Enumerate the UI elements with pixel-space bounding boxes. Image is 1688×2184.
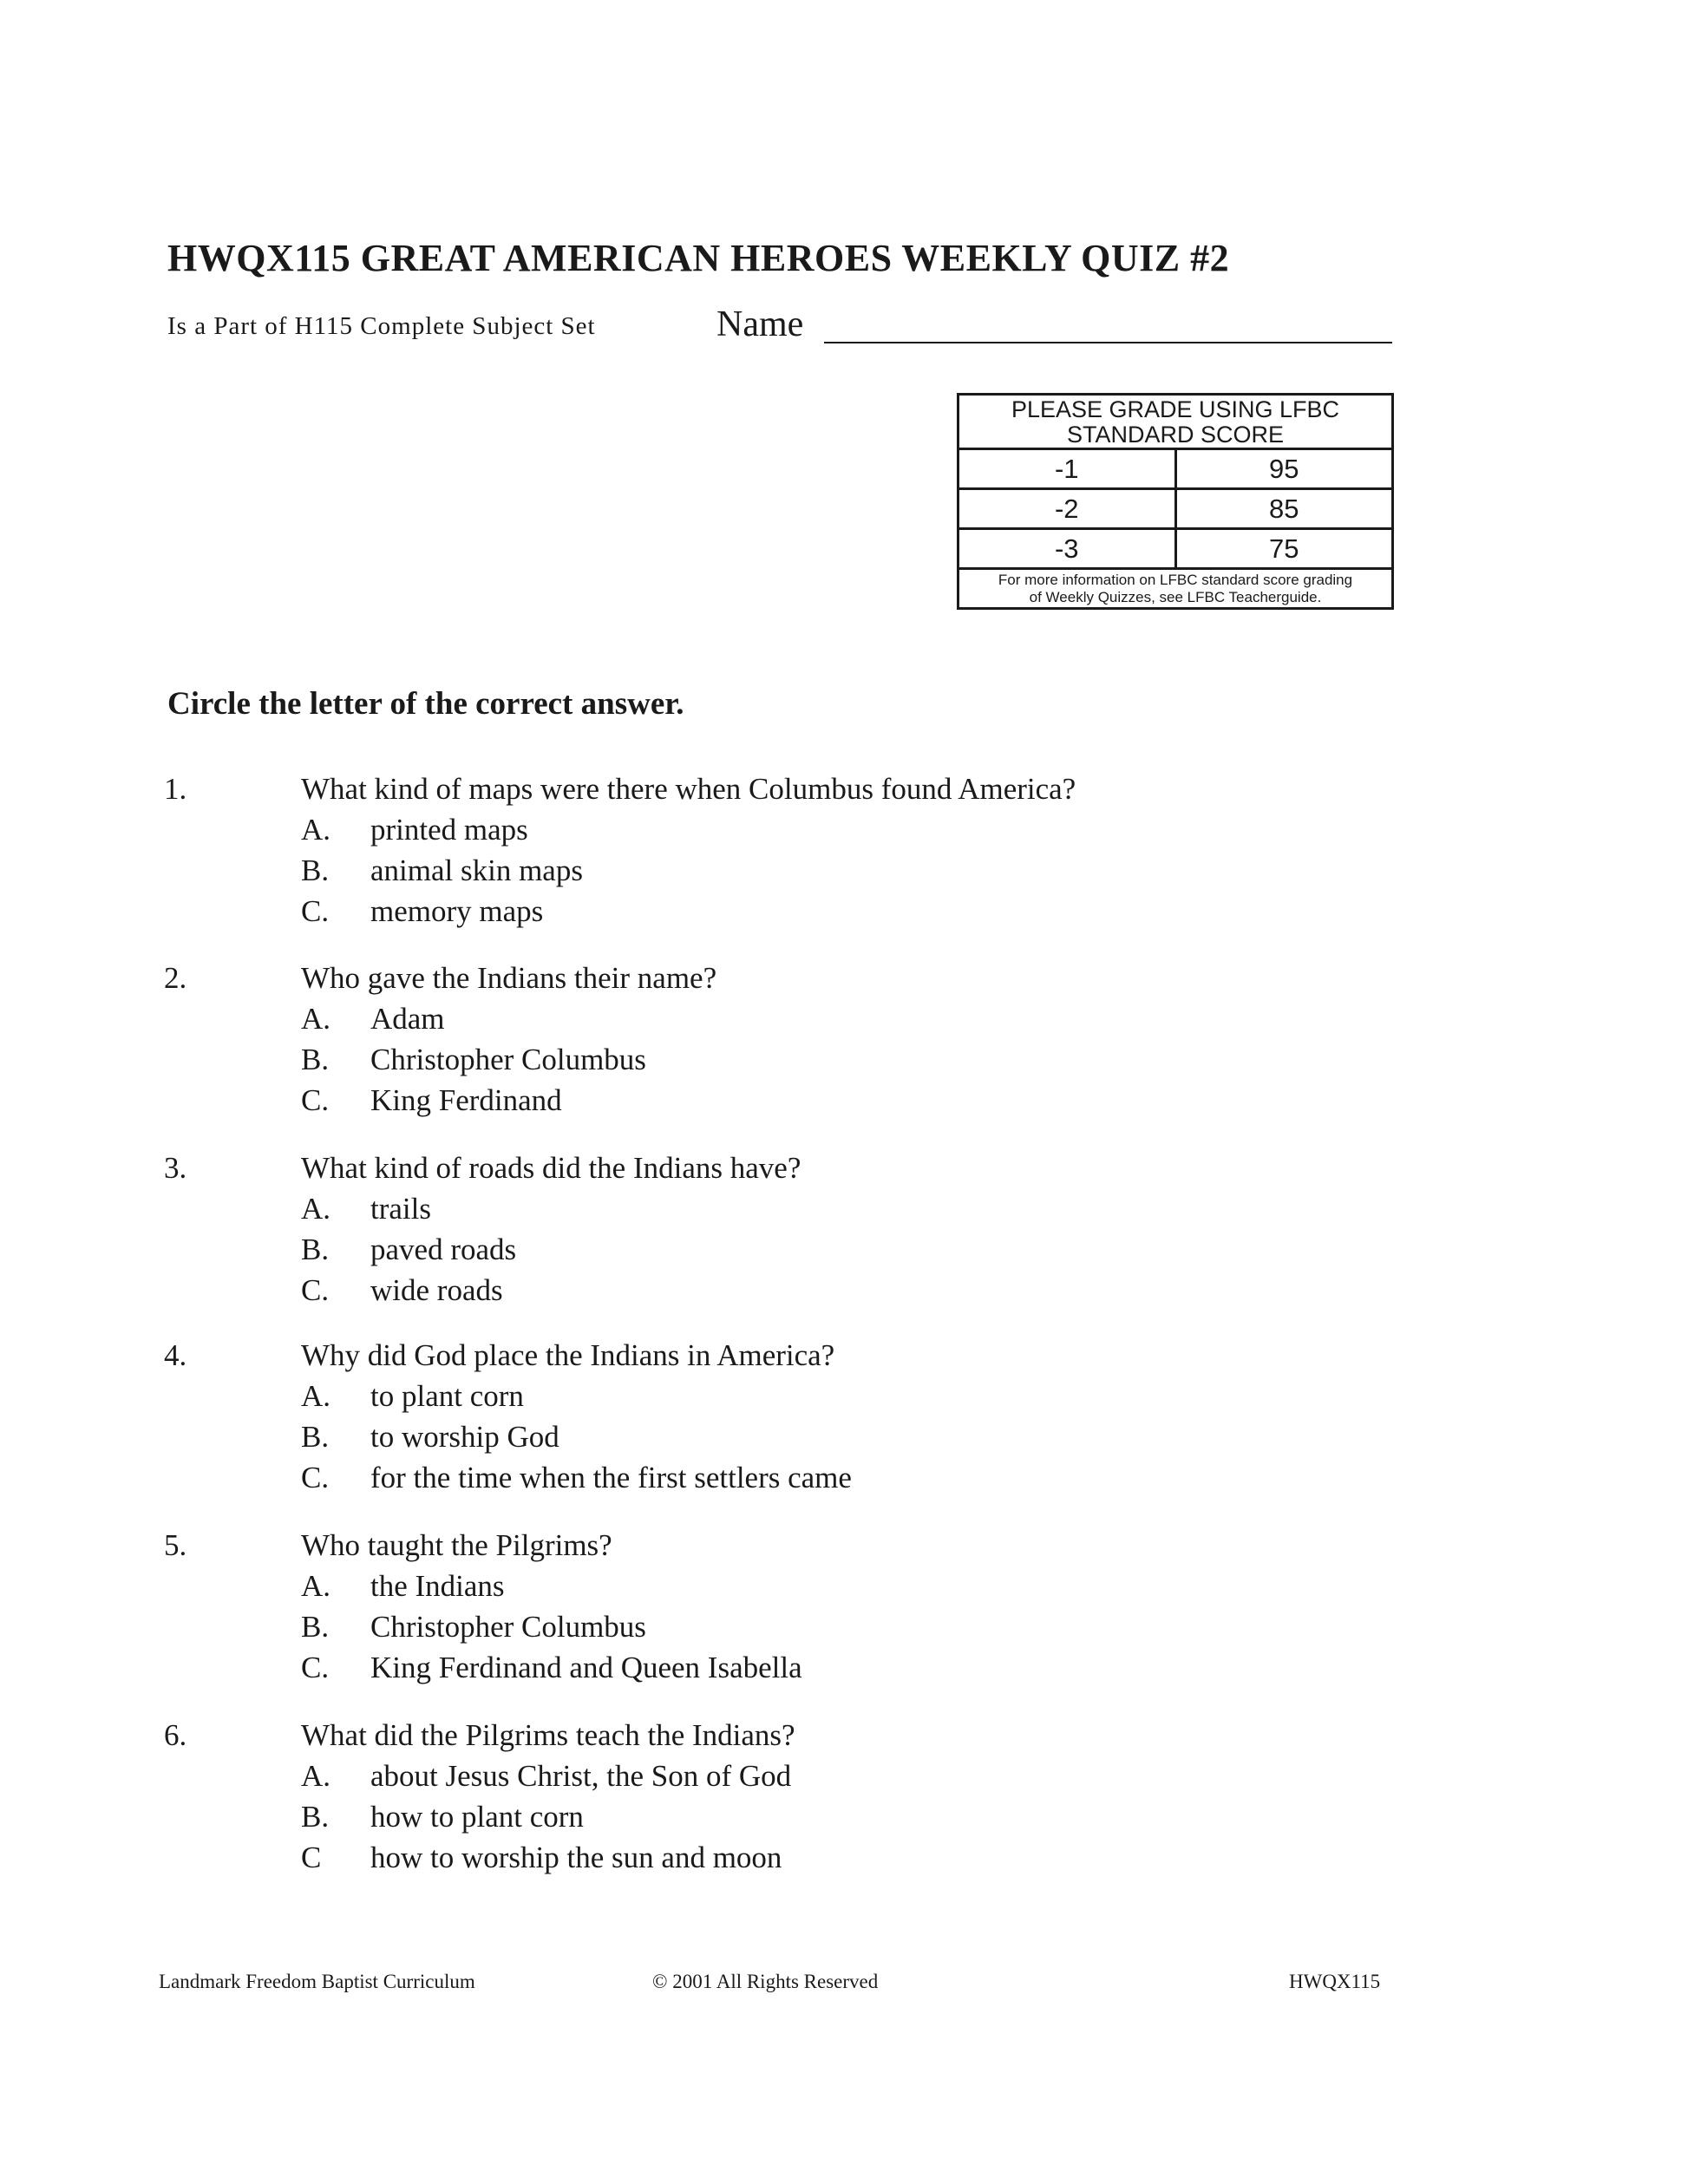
grade-score-cell: 85 bbox=[1269, 494, 1299, 524]
grade-missed-cell: -3 bbox=[959, 530, 1177, 567]
answer-option-b[interactable] bbox=[301, 1043, 646, 1077]
question-text: Who gave the Indians their name? bbox=[301, 961, 717, 995]
grade-missed-cell: -2 bbox=[959, 490, 1177, 527]
answer-option-c[interactable] bbox=[301, 1083, 562, 1118]
option-letter[interactable]: A. bbox=[301, 1002, 331, 1036]
option-text: trails bbox=[370, 1192, 431, 1226]
grade-scale-note bbox=[959, 570, 1391, 606]
answer-option-b[interactable] bbox=[301, 1800, 584, 1834]
question-text: What kind of maps were there when Columbus found America? bbox=[301, 772, 1076, 806]
grade-missed-cell: -1 bbox=[959, 450, 1177, 487]
option-text: about Jesus Christ, the Son of God bbox=[370, 1759, 792, 1793]
grade-scale-row bbox=[959, 450, 1391, 490]
option-text: how to worship the sun and moon bbox=[370, 1841, 782, 1874]
option-letter[interactable]: B. bbox=[301, 1610, 330, 1644]
option-text: King Ferdinand bbox=[370, 1083, 562, 1117]
answer-option-c[interactable] bbox=[301, 1461, 852, 1495]
answer-option-c[interactable] bbox=[301, 1841, 782, 1875]
question-6 bbox=[0, 1718, 1688, 1892]
answer-option-a[interactable] bbox=[301, 1759, 791, 1794]
grade-scale-row bbox=[959, 490, 1391, 530]
option-letter[interactable]: C. bbox=[301, 1651, 330, 1684]
answer-option-a[interactable] bbox=[301, 1379, 524, 1414]
option-letter[interactable]: C. bbox=[301, 1461, 330, 1494]
answer-option-c[interactable] bbox=[301, 1651, 802, 1685]
answer-option-c[interactable] bbox=[301, 1273, 503, 1308]
option-letter[interactable]: A. bbox=[301, 1759, 331, 1793]
grade-score-cell: 95 bbox=[1269, 454, 1299, 484]
answer-option-a[interactable] bbox=[301, 1002, 445, 1036]
footer-publisher: Landmark Freedom Baptist Curriculum bbox=[159, 1971, 475, 1992]
question-text: Who taught the Pilgrims? bbox=[301, 1528, 612, 1562]
answer-option-b[interactable] bbox=[301, 1420, 559, 1455]
option-letter[interactable]: C. bbox=[301, 1273, 330, 1307]
question-number: 6. bbox=[164, 1718, 187, 1752]
option-text: the Indians bbox=[370, 1569, 505, 1603]
option-text: for the time when the first settlers came bbox=[370, 1461, 852, 1494]
footer-code: HWQX115 bbox=[1289, 1971, 1381, 1992]
grade-score-cell: 75 bbox=[1269, 533, 1299, 564]
option-letter[interactable]: A. bbox=[301, 1569, 331, 1603]
option-letter[interactable]: B. bbox=[301, 1233, 330, 1266]
question-text: Why did God place the Indians in America? bbox=[301, 1338, 835, 1372]
option-letter[interactable]: A. bbox=[301, 1192, 331, 1226]
option-letter[interactable]: C. bbox=[301, 894, 330, 928]
question-3 bbox=[0, 1151, 1688, 1324]
question-number: 2. bbox=[164, 961, 187, 995]
question-2 bbox=[0, 961, 1688, 1135]
option-letter[interactable]: B. bbox=[301, 853, 330, 887]
footer-copyright: © 2001 All Rights Reserved bbox=[652, 1971, 879, 1992]
grade-scale-note-line1: For more information on LFBC standard score grading bbox=[998, 572, 1353, 588]
option-letter[interactable]: C. bbox=[301, 1083, 330, 1117]
option-letter[interactable]: B. bbox=[301, 1800, 330, 1834]
answer-option-b[interactable] bbox=[301, 853, 583, 888]
option-text: to worship God bbox=[370, 1420, 559, 1454]
question-number: 5. bbox=[164, 1528, 187, 1562]
option-text: Christopher Columbus bbox=[370, 1610, 646, 1644]
instruction: Circle the letter of the correct answer. bbox=[167, 686, 684, 722]
name-blank-line[interactable] bbox=[824, 342, 1392, 343]
grade-scale-header-line2: STANDARD SCORE bbox=[1066, 422, 1285, 448]
subtitle: Is a Part of H115 Complete Subject Set bbox=[167, 312, 596, 340]
option-text: wide roads bbox=[370, 1273, 503, 1307]
page-title: HWQX115 GREAT AMERICAN HEROES WEEKLY QUIZ #2 bbox=[167, 237, 1230, 279]
option-letter[interactable]: B. bbox=[301, 1420, 330, 1454]
grade-scale-header-line1: PLEASE GRADE USING LFBC bbox=[1011, 396, 1340, 422]
option-text: paved roads bbox=[370, 1233, 517, 1266]
answer-option-b[interactable] bbox=[301, 1233, 516, 1267]
option-text: Adam bbox=[370, 1002, 445, 1036]
question-1 bbox=[0, 772, 1688, 945]
option-letter[interactable]: C bbox=[301, 1841, 322, 1874]
option-text: to plant corn bbox=[370, 1379, 524, 1413]
answer-option-c[interactable] bbox=[301, 894, 543, 929]
question-text: What did the Pilgrims teach the Indians? bbox=[301, 1718, 795, 1752]
question-number: 4. bbox=[164, 1338, 187, 1372]
grade-scale-note-line2: of Weekly Quizzes, see LFBC Teacherguide. bbox=[1029, 589, 1322, 605]
question-text: What kind of roads did the Indians have? bbox=[301, 1151, 801, 1185]
option-text: animal skin maps bbox=[370, 853, 583, 887]
name-label: Name bbox=[716, 304, 804, 344]
grade-scale-header bbox=[959, 396, 1391, 450]
grade-scale-row bbox=[959, 530, 1391, 570]
question-number: 3. bbox=[164, 1151, 187, 1185]
answer-option-b[interactable] bbox=[301, 1610, 646, 1645]
question-5 bbox=[0, 1528, 1688, 1702]
grade-scale-box bbox=[957, 393, 1394, 610]
option-letter[interactable]: A. bbox=[301, 813, 331, 847]
option-text: memory maps bbox=[370, 894, 544, 928]
option-text: King Ferdinand and Queen Isabella bbox=[370, 1651, 802, 1684]
question-number: 1. bbox=[164, 772, 187, 806]
option-letter[interactable]: B. bbox=[301, 1043, 330, 1076]
option-letter[interactable]: A. bbox=[301, 1379, 331, 1413]
answer-option-a[interactable] bbox=[301, 1192, 431, 1226]
option-text: printed maps bbox=[370, 813, 528, 847]
answer-option-a[interactable] bbox=[301, 813, 528, 847]
question-4 bbox=[0, 1338, 1688, 1512]
option-text: Christopher Columbus bbox=[370, 1043, 646, 1076]
option-text: how to plant corn bbox=[370, 1800, 584, 1834]
answer-option-a[interactable] bbox=[301, 1569, 505, 1604]
